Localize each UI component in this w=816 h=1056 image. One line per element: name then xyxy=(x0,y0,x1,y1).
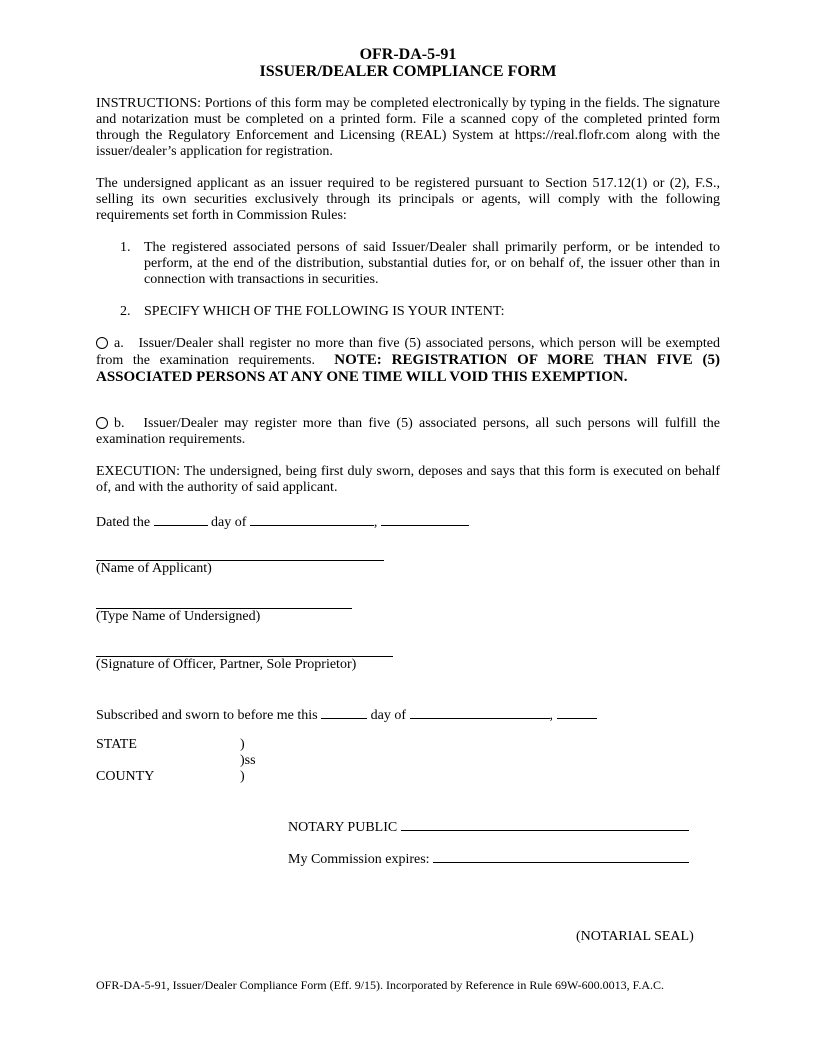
option-a-text: Issuer/Dealer shall register no more than five (5) associated persons, which person will be exempted from the examination requirements. xyxy=(96,336,721,368)
sworn-comma: , xyxy=(549,708,554,723)
item-text: The registered associated persons of said Issuer/Dealer shall primarily perform, or be intended to perform, at the end of the distribution, substantial duties for, or on behalf of, the issuer other than in connection with transactions in securities. xyxy=(144,240,720,287)
dated-prefix: Dated the xyxy=(96,515,151,530)
form-id: OFR-DA-5-91 xyxy=(359,46,457,63)
venue-paren-bottom: ) xyxy=(240,769,245,784)
option-a-letter: a. xyxy=(114,336,124,351)
requirement-item-2 xyxy=(120,304,720,320)
option-b xyxy=(96,416,720,448)
dated-day-field[interactable] xyxy=(154,512,208,526)
sworn-day-field[interactable] xyxy=(321,705,367,719)
dated-day-of: day of xyxy=(211,515,247,530)
requirement-item-1 xyxy=(120,240,720,288)
notarial-seal-label: (NOTARIAL SEAL) xyxy=(576,929,694,944)
option-b-text: Issuer/Dealer may register more than five (5) associated persons, all such persons will fulfill the examination requirements. xyxy=(96,416,721,447)
option-a-note: NOTE: REGISTRATION OF MORE THAN FIVE (5) ASSOCIATED PERSONS AT ANY ONE TIME WILL VOID THIS EXEMPTION. xyxy=(96,352,721,385)
officer-signature-label: (Signature of Officer, Partner, Sole Proprietor) xyxy=(96,657,357,672)
dated-year-field[interactable] xyxy=(381,512,469,526)
sworn-year-field[interactable] xyxy=(557,705,597,719)
option-b-letter: b. xyxy=(114,416,125,431)
option-b-radio[interactable] xyxy=(96,417,108,429)
option-a-radio[interactable] xyxy=(96,337,108,349)
sworn-prefix: Subscribed and sworn to before me this xyxy=(96,708,318,723)
dated-month-field[interactable] xyxy=(250,512,374,526)
form-title-block xyxy=(0,46,816,80)
commission-label: My Commission expires: xyxy=(288,852,430,867)
intro-paragraph: The undersigned applicant as an issuer required to be registered pursuant to Section 517.12(1) or (2), F.S., selling its own securities exclusively through its principals or agents, will comply with the following requirements set forth in Commission Rules: xyxy=(96,176,720,223)
form-footer: OFR-DA-5-91, Issuer/Dealer Compliance Form (Eff. 9/15). Incorporated by Reference in Rule 69W-600.0013, F.A.C. xyxy=(96,978,665,992)
commission-row xyxy=(288,849,689,868)
instructions-paragraph: INSTRUCTIONS: Portions of this form may be completed electronically by typing in the fields. The signature and notarization must be completed on a printed form. File a scanned copy of the completed printed form through the Regulatory Enforcement and Licensing (REAL) System at https://real.flofr.com along with the issuer/dealer’s application for registration. xyxy=(96,96,720,159)
option-a xyxy=(96,336,720,386)
item-number: 1. xyxy=(120,240,131,255)
item-number: 2. xyxy=(120,304,131,319)
dated-row xyxy=(96,512,469,531)
applicant-name-label: (Name of Applicant) xyxy=(96,561,212,576)
sworn-month-field[interactable] xyxy=(410,705,550,719)
venue-ss: )ss xyxy=(240,753,256,768)
execution-paragraph: EXECUTION: The undersigned, being first duly sworn, deposes and says that this form is executed on behalf of, and with the authority of said applicant. xyxy=(96,464,720,495)
state-label: STATE xyxy=(96,737,137,752)
sworn-row xyxy=(96,705,597,724)
dated-comma: , xyxy=(373,515,378,530)
item-text: SPECIFY WHICH OF THE FOLLOWING IS YOUR INTENT: xyxy=(144,304,505,319)
venue-paren-top: ) xyxy=(240,737,245,752)
sworn-day-of: day of xyxy=(370,708,407,723)
commission-field[interactable] xyxy=(433,849,689,863)
notary-public-label: NOTARY PUBLIC xyxy=(288,820,398,835)
undersigned-name-label: (Type Name of Undersigned) xyxy=(96,609,261,624)
county-label: COUNTY xyxy=(96,769,155,784)
form-title: ISSUER/DEALER COMPLIANCE FORM xyxy=(259,63,557,80)
notary-public-row xyxy=(288,817,689,836)
notary-public-field[interactable] xyxy=(401,817,689,831)
